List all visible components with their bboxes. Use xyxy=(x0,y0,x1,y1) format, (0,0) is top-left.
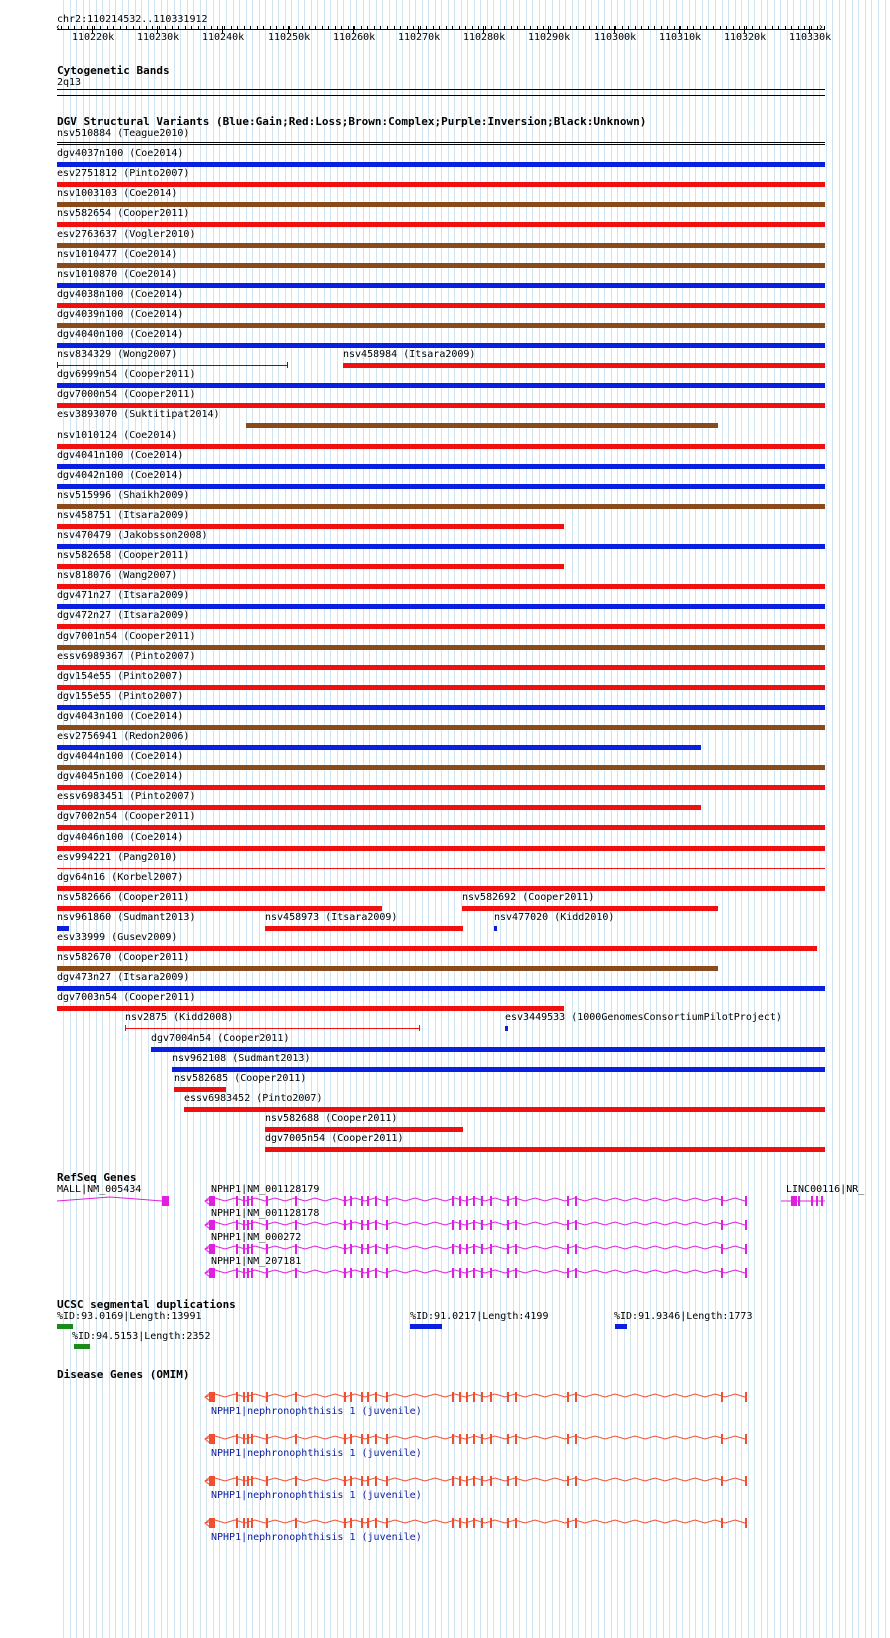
variant-label[interactable]: dgv7004n54 (Cooper2011) xyxy=(151,1033,290,1044)
variant-label[interactable]: nsv458984 (Itsara2009) xyxy=(343,349,476,360)
exon-block xyxy=(473,1518,475,1528)
ruler-arrow-right-icon: › xyxy=(818,22,825,33)
ruler-tick-label: 110320k xyxy=(724,32,767,43)
exon-block xyxy=(386,1518,388,1528)
variant-label[interactable]: esv994221 (Pang2010) xyxy=(57,852,178,863)
exon-block xyxy=(243,1518,245,1528)
variant-label[interactable]: dgv4046n100 (Coe2014) xyxy=(57,832,184,843)
variant-label[interactable]: nsv962108 (Sudmant2013) xyxy=(172,1053,311,1064)
variant-label[interactable]: nsv1003103 (Coe2014) xyxy=(57,188,178,199)
variant-label[interactable]: dgv7000n54 (Cooper2011) xyxy=(57,389,196,400)
ruler-tick-label: 110260k xyxy=(333,32,376,43)
variant-label[interactable]: esv2756941 (Redon2006) xyxy=(57,731,190,742)
ruler-arrow-left-icon: ‹ xyxy=(55,22,62,33)
variant-label[interactable]: dgv4038n100 (Coe2014) xyxy=(57,289,184,300)
gene-label[interactable]: NPHP1|NM_207181 xyxy=(211,1256,302,1267)
gene-label[interactable]: NPHP1|NM_001128178 xyxy=(211,1208,320,1219)
variant-label[interactable]: dgv4044n100 (Coe2014) xyxy=(57,751,184,762)
ruler-tick-label: 110250k xyxy=(268,32,311,43)
variant-label[interactable]: dgv7005n54 (Cooper2011) xyxy=(265,1133,404,1144)
variant-label[interactable]: nsv834329 (Wong2007) xyxy=(57,349,178,360)
variant-label[interactable]: esv3893070 (Suktitipat2014) xyxy=(57,409,220,420)
omim-gene-label[interactable]: NPHP1|nephronophthisis 1 (juvenile) xyxy=(211,1490,422,1501)
exon-block xyxy=(452,1518,454,1528)
variant-label[interactable]: esv3449533 (1000GenomesConsortiumPilotProject) xyxy=(505,1012,782,1023)
variant-label[interactable]: essv6989367 (Pinto2007) xyxy=(57,651,196,662)
variant-label[interactable]: nsv2875 (Kidd2008) xyxy=(125,1012,234,1023)
exon-block xyxy=(375,1518,377,1528)
variant-label[interactable]: essv6983452 (Pinto2007) xyxy=(184,1093,323,1104)
variant-label[interactable]: esv33999 (Gusev2009) xyxy=(57,932,178,943)
exon-block xyxy=(213,1518,215,1528)
variant-label[interactable]: dgv4045n100 (Coe2014) xyxy=(57,771,184,782)
variant-label[interactable]: nsv582685 (Cooper2011) xyxy=(174,1073,307,1084)
cytoband-track-title: Cytogenetic Bands xyxy=(57,64,170,77)
variant-label[interactable]: nsv961860 (Sudmant2013) xyxy=(57,912,196,923)
exon-block xyxy=(481,1518,483,1528)
variant-label[interactable]: dgv4039n100 (Coe2014) xyxy=(57,309,184,320)
variant-label[interactable]: nsv582654 (Cooper2011) xyxy=(57,208,190,219)
exon-block xyxy=(361,1518,363,1528)
exon-block xyxy=(745,1518,747,1528)
variant-label[interactable]: nsv515996 (Shaikh2009) xyxy=(57,490,190,501)
variant-label[interactable]: dgv6999n54 (Cooper2011) xyxy=(57,369,196,380)
variant-label[interactable]: nsv582658 (Cooper2011) xyxy=(57,550,190,561)
variant-label[interactable]: dgv155e55 (Pinto2007) xyxy=(57,691,184,702)
omim-track-title: Disease Genes (OMIM) xyxy=(57,1368,190,1381)
variant-label[interactable]: dgv4040n100 (Coe2014) xyxy=(57,329,184,340)
variant-label[interactable]: nsv458973 (Itsara2009) xyxy=(265,912,398,923)
ruler-tick-label: 110300k xyxy=(594,32,637,43)
exon-block xyxy=(344,1518,346,1528)
variant-label[interactable]: esv2763637 (Vogler2010) xyxy=(57,229,196,240)
variant-label[interactable]: dgv64n16 (Korbel2007) xyxy=(57,872,184,883)
exon-block xyxy=(466,1518,468,1528)
gene-label[interactable]: MALL|NM_005434 xyxy=(57,1184,142,1195)
exon-block xyxy=(367,1518,369,1528)
exon-block xyxy=(575,1518,577,1528)
ruler-tick-label: 110330k xyxy=(789,32,832,43)
gene-label[interactable]: NPHP1|NM_001128179 xyxy=(211,1184,320,1195)
variant-label[interactable]: dgv472n27 (Itsara2009) xyxy=(57,610,190,621)
variant-label[interactable]: dgv4042n100 (Coe2014) xyxy=(57,470,184,481)
exon-block xyxy=(236,1518,238,1528)
variant-label[interactable]: dgv7001n54 (Cooper2011) xyxy=(57,631,196,642)
gene-label[interactable]: LINC00116|NR_ xyxy=(786,1184,865,1195)
variant-label[interactable]: dgv473n27 (Itsara2009) xyxy=(57,972,190,983)
genome-location: chr2:110214532..110331912 xyxy=(57,14,208,25)
ruler-tick-label: 110290k xyxy=(528,32,571,43)
exon-block xyxy=(350,1518,352,1528)
dgv-track-title: DGV Structural Variants (Blue:Gain;Red:Loss;Brown:Complex;Purple:Inversion;Black:Unknown) xyxy=(57,115,647,128)
variant-label[interactable]: nsv1010124 (Coe2014) xyxy=(57,430,178,441)
variant-label[interactable]: nsv470479 (Jakobsson2008) xyxy=(57,530,208,541)
variant-label[interactable]: dgv7002n54 (Cooper2011) xyxy=(57,811,196,822)
variant-label[interactable]: essv6983451 (Pinto2007) xyxy=(57,791,196,802)
exon-block xyxy=(295,1518,297,1528)
variant-label[interactable]: nsv458751 (Itsara2009) xyxy=(57,510,190,521)
exon-block xyxy=(459,1518,461,1528)
segdup-track-title: UCSC segmental duplications xyxy=(57,1298,236,1311)
exon-block xyxy=(490,1518,492,1528)
ruler-tick-label: 110280k xyxy=(463,32,506,43)
segdup-label[interactable]: %ID:91.9346|Length:1773 xyxy=(614,1311,753,1322)
exon-block xyxy=(247,1518,249,1528)
omim-gene-label[interactable]: NPHP1|nephronophthisis 1 (juvenile) xyxy=(211,1448,422,1459)
variant-label[interactable]: dgv4037n100 (Coe2014) xyxy=(57,148,184,159)
segdup-label[interactable]: %ID:94.5153|Length:2352 xyxy=(72,1331,211,1342)
variant-label[interactable]: dgv7003n54 (Cooper2011) xyxy=(57,992,196,1003)
variant-label[interactable]: nsv582666 (Cooper2011) xyxy=(57,892,190,903)
cytoband-label: 2q13 xyxy=(57,77,82,88)
variant-label[interactable]: nsv582692 (Cooper2011) xyxy=(462,892,595,903)
variant-label[interactable]: nsv582688 (Cooper2011) xyxy=(265,1113,398,1124)
ruler-tick-label: 110240k xyxy=(202,32,245,43)
refseq-track-title: RefSeq Genes xyxy=(57,1171,137,1184)
omim-gene-label[interactable]: NPHP1|nephronophthisis 1 (juvenile) xyxy=(211,1406,422,1417)
variant-label[interactable]: nsv582670 (Cooper2011) xyxy=(57,952,190,963)
ruler-tick-label: 110230k xyxy=(137,32,180,43)
segdup-label[interactable]: %ID:93.0169|Length:13991 xyxy=(57,1311,202,1322)
gene-label[interactable]: NPHP1|NM_000272 xyxy=(211,1232,302,1243)
variant-label[interactable]: dgv4041n100 (Coe2014) xyxy=(57,450,184,461)
exon-block xyxy=(515,1518,517,1528)
exon-block xyxy=(266,1518,268,1528)
ruler-tick-label: 110270k xyxy=(398,32,441,43)
variant-label[interactable]: esv2751812 (Pinto2007) xyxy=(57,168,190,179)
exon-block xyxy=(507,1518,509,1528)
exon-block xyxy=(721,1518,723,1528)
omim-gene-label[interactable]: NPHP1|nephronophthisis 1 (juvenile) xyxy=(211,1532,422,1543)
ruler-tick-label: 110220k xyxy=(72,32,115,43)
variant-label[interactable]: dgv154e55 (Pinto2007) xyxy=(57,671,184,682)
variant-label[interactable]: nsv510884 (Teague2010) xyxy=(57,128,190,139)
variant-label[interactable]: nsv477020 (Kidd2010) xyxy=(494,912,615,923)
variant-label[interactable]: nsv818076 (Wang2007) xyxy=(57,570,178,581)
exon-block xyxy=(567,1518,569,1528)
ruler-tick-label: 110310k xyxy=(659,32,702,43)
segdup-label[interactable]: %ID:91.0217|Length:4199 xyxy=(410,1311,549,1322)
variant-label[interactable]: dgv471n27 (Itsara2009) xyxy=(57,590,190,601)
variant-label[interactable]: dgv4043n100 (Coe2014) xyxy=(57,711,184,722)
variant-label[interactable]: nsv1010870 (Coe2014) xyxy=(57,269,178,280)
exon-block xyxy=(251,1518,253,1528)
variant-label[interactable]: nsv1010477 (Coe2014) xyxy=(57,249,178,260)
